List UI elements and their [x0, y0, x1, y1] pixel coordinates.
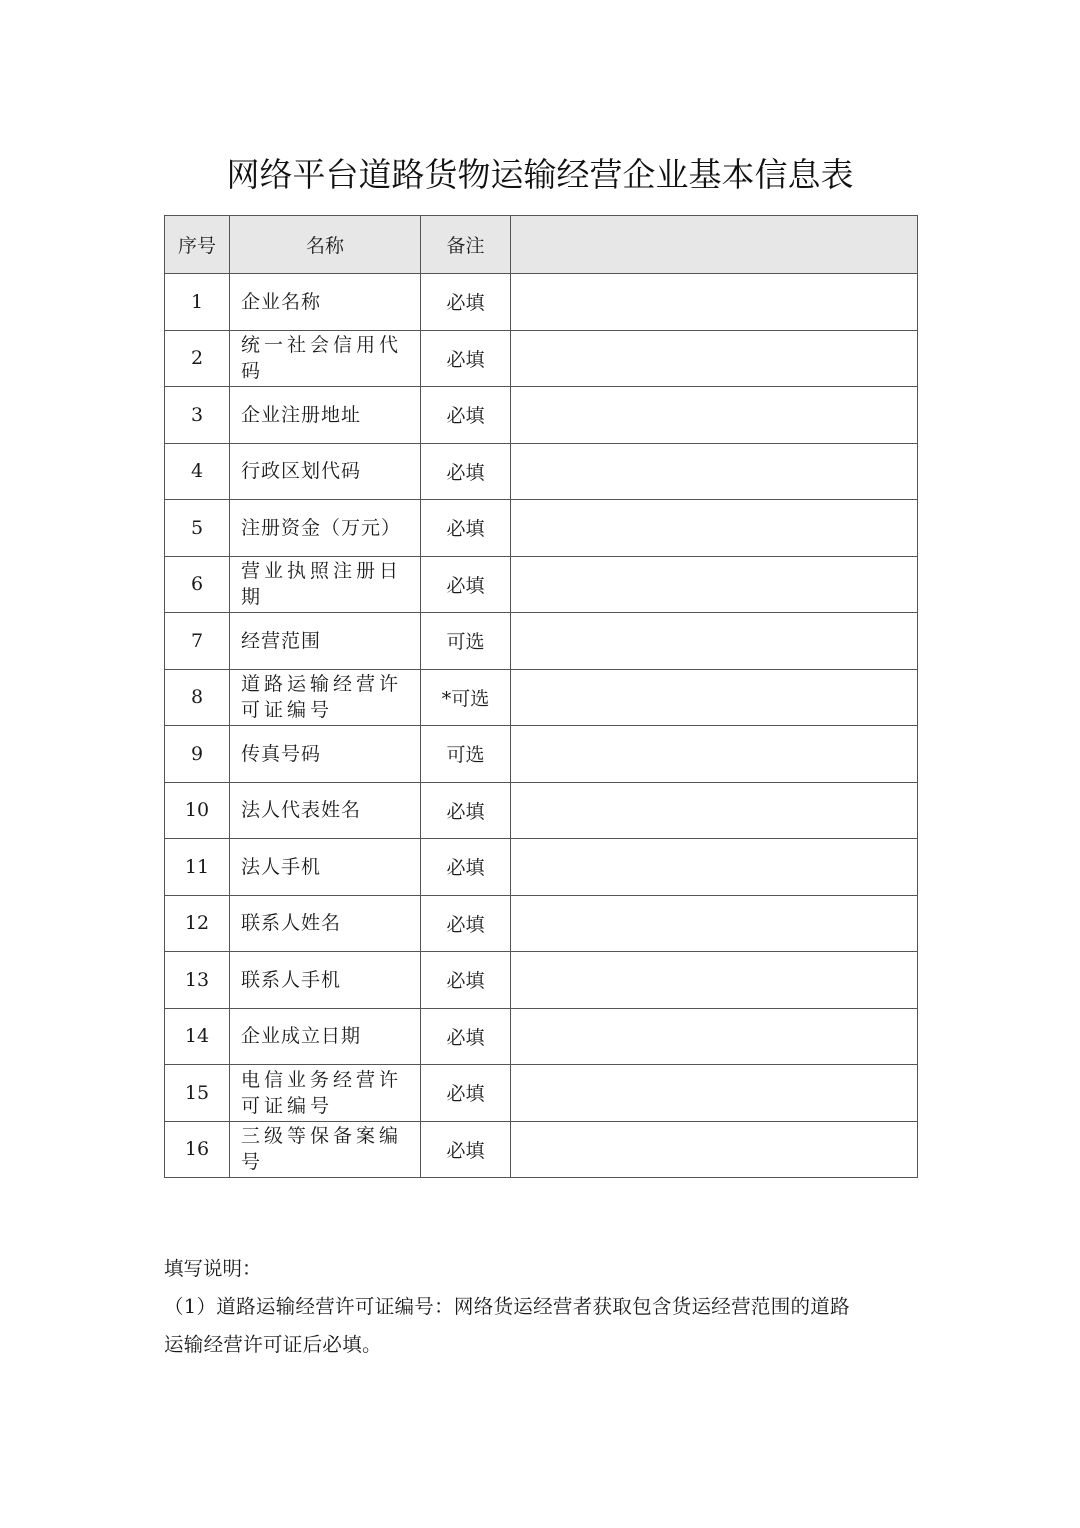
row-value-cell [511, 1008, 918, 1065]
row-note: 必填 [421, 895, 511, 952]
table-row [165, 1008, 918, 1065]
row-value-cell [511, 782, 918, 839]
row-name: 电信业务经营许可证编号 [230, 1065, 421, 1122]
row-name: 统一社会信用代码 [230, 330, 421, 387]
table-row [165, 952, 918, 1009]
row-note: 必填 [421, 274, 511, 331]
row-index: 6 [165, 556, 230, 613]
row-note: 必填 [421, 1008, 511, 1065]
row-index: 14 [165, 1008, 230, 1065]
table-header-row [165, 216, 918, 274]
row-index: 7 [165, 613, 230, 670]
row-index: 15 [165, 1065, 230, 1122]
row-note: 必填 [421, 839, 511, 896]
row-note: 必填 [421, 782, 511, 839]
row-name: 营业执照注册日期 [230, 556, 421, 613]
table-row [165, 1121, 918, 1178]
row-index: 16 [165, 1121, 230, 1178]
row-index: 1 [165, 274, 230, 331]
row-name: 三级等保备案编号 [230, 1121, 421, 1178]
header-name: 名称 [230, 216, 421, 274]
table-row [165, 726, 918, 783]
table-row [165, 895, 918, 952]
row-name: 企业名称 [230, 274, 421, 331]
row-name: 注册资金（万元） [230, 500, 421, 557]
row-name: 传真号码 [230, 726, 421, 783]
instruction-item-1-continued: 运输经营许可证后必填。 [164, 1333, 382, 1356]
row-note: 可选 [421, 726, 511, 783]
row-note: 必填 [421, 1065, 511, 1122]
table-row [165, 500, 918, 557]
row-note: 必填 [421, 952, 511, 1009]
header-note: 备注 [421, 216, 511, 274]
row-index: 2 [165, 330, 230, 387]
row-value-cell [511, 1065, 918, 1122]
row-value-cell [511, 669, 918, 726]
row-index: 10 [165, 782, 230, 839]
row-value-cell [511, 1121, 918, 1178]
row-name: 法人代表姓名 [230, 782, 421, 839]
row-index: 9 [165, 726, 230, 783]
table-row [165, 443, 918, 500]
row-value-cell [511, 556, 918, 613]
row-index: 8 [165, 669, 230, 726]
row-value-cell [511, 613, 918, 670]
filling-instructions [164, 1250, 924, 1364]
row-index: 3 [165, 387, 230, 444]
table-row [165, 274, 918, 331]
row-note: *可选 [421, 669, 511, 726]
row-value-cell [511, 330, 918, 387]
table-row [165, 669, 918, 726]
row-note: 必填 [421, 500, 511, 557]
row-value-cell [511, 443, 918, 500]
table-row [165, 387, 918, 444]
row-value-cell [511, 726, 918, 783]
row-note: 必填 [421, 387, 511, 444]
row-name: 行政区划代码 [230, 443, 421, 500]
document-title: 网络平台道路货物运输经营企业基本信息表 [226, 155, 854, 194]
table-row [165, 839, 918, 896]
row-name: 企业注册地址 [230, 387, 421, 444]
header-index: 序号 [165, 216, 230, 274]
header-blank [511, 216, 918, 274]
row-note: 必填 [421, 556, 511, 613]
row-value-cell [511, 952, 918, 1009]
row-value-cell [511, 895, 918, 952]
table-row [165, 330, 918, 387]
row-index: 11 [165, 839, 230, 896]
row-name: 企业成立日期 [230, 1008, 421, 1065]
row-index: 5 [165, 500, 230, 557]
table-row [165, 556, 918, 613]
row-name: 道路运输经营许可证编号 [230, 669, 421, 726]
info-table [164, 215, 918, 1178]
row-value-cell [511, 839, 918, 896]
row-note: 可选 [421, 613, 511, 670]
row-note: 必填 [421, 443, 511, 500]
row-index: 4 [165, 443, 230, 500]
row-note: 必填 [421, 1121, 511, 1178]
instruction-item-1: （1）道路运输经营许可证编号：网络货运经营者获取包含货运经营范围的道路 [164, 1295, 850, 1318]
table-row [165, 782, 918, 839]
instructions-heading: 填写说明： [164, 1257, 262, 1280]
row-value-cell [511, 500, 918, 557]
row-name: 联系人手机 [230, 952, 421, 1009]
row-name: 法人手机 [230, 839, 421, 896]
row-value-cell [511, 387, 918, 444]
table-row [165, 1065, 918, 1122]
row-index: 13 [165, 952, 230, 1009]
row-name: 经营范围 [230, 613, 421, 670]
table-row [165, 613, 918, 670]
row-value-cell [511, 274, 918, 331]
row-name: 联系人姓名 [230, 895, 421, 952]
row-index: 12 [165, 895, 230, 952]
row-note: 必填 [421, 330, 511, 387]
